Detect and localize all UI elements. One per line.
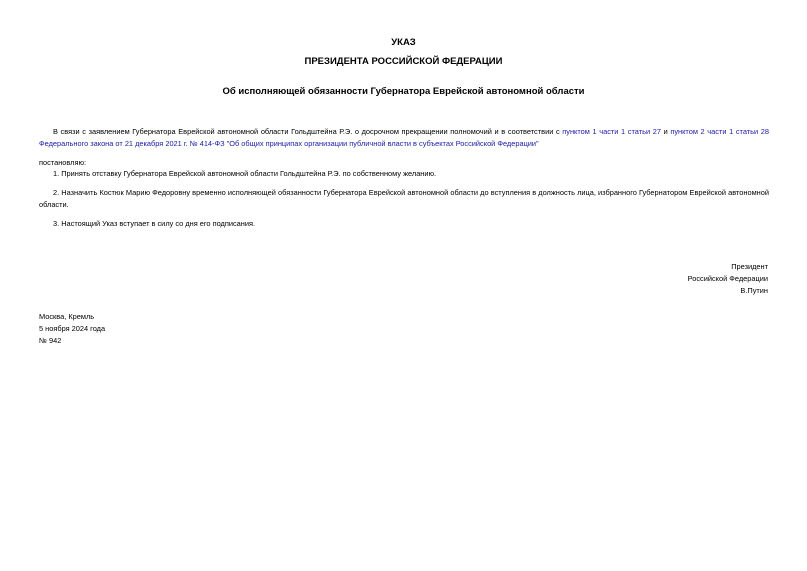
intro-paragraph xyxy=(39,126,769,150)
decree-item-2: 2. Назначить Костюк Марию Федоровну временно исполняющей обязанности Губернатора Еврейской автономной области до вступления в должность лица, избранного Губернатором Еврейской автономной области. xyxy=(39,188,769,209)
intro-connector: и xyxy=(660,127,671,136)
signing-location: Москва, Кремль xyxy=(39,312,95,321)
document-type-title: УКАЗ xyxy=(391,37,416,48)
decree-word: постановляю: xyxy=(39,158,87,167)
issuer-title: ПРЕЗИДЕНТА РОССИЙСКОЙ ФЕДЕРАЦИИ xyxy=(304,56,503,67)
intro-text: В связи с заявлением Губернатора Еврейской автономной области Гольдштейна Р.Э. о досрочном прекращении полномочий и в соответствии с xyxy=(53,127,563,136)
signature-position: Президент xyxy=(731,262,768,271)
signature-block xyxy=(688,261,768,297)
decree-item-1: 1. Принять отставку Губернатора Еврейской автономной области Гольдштейна Р.Э. по собственному желанию. xyxy=(53,169,437,178)
document-number: № 942 xyxy=(39,336,62,345)
law-reference-link-2[interactable]: пунктом 2 части 1 статьи 28 Федерального закона от 21 декабря 2021 г. № 414-ФЗ "Об общих принципах организации публичной власти в субъектах Российской Федерации" xyxy=(39,127,769,148)
signature-organization: Российской Федерации xyxy=(687,274,768,283)
decree-item-3: 3. Настоящий Указ вступает в силу со дня его подписания. xyxy=(53,219,256,228)
signing-date: 5 ноября 2024 года xyxy=(39,324,106,333)
law-reference-link-1[interactable]: пунктом 1 части 1 статьи 27 xyxy=(562,127,661,136)
place-date-block xyxy=(39,311,105,347)
document-subject: Об исполняющей обязанности Губернатора Еврейской автономной области xyxy=(222,86,585,97)
signature-name: В.Путин xyxy=(740,286,768,295)
